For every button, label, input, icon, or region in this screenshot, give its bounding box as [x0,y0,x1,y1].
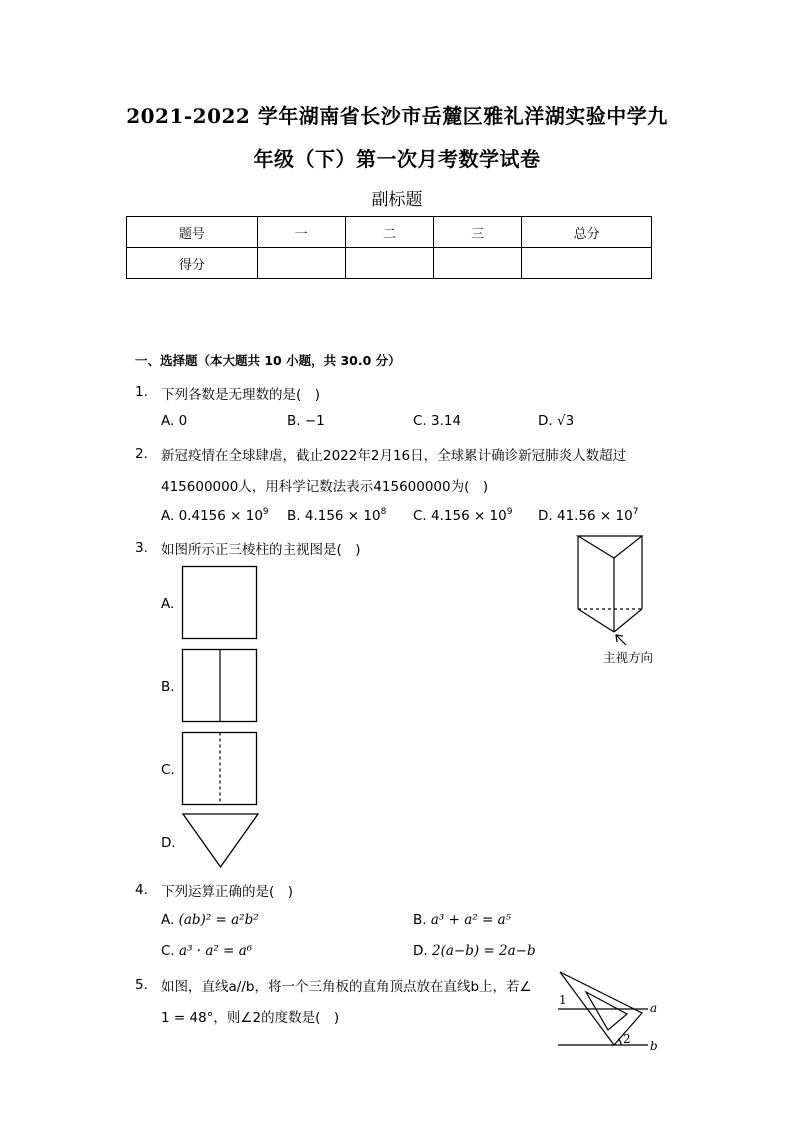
option-value: a³ · a² = a⁶ [179,943,253,959]
option-c[interactable] [413,413,461,429]
option-exponent: 8 [380,507,387,517]
option-letter: A. [161,912,175,928]
figure-caption: 主视方向 [603,650,654,665]
section-heading: 一、选择题（本大题共 10 小题，共 30.0 分） [135,353,401,368]
option-letter-b[interactable]: B. [161,679,175,695]
option-d[interactable] [413,943,536,959]
page-subtitle: 副标题 [371,190,423,210]
option-b[interactable] [287,413,325,429]
prism-figure [570,528,670,668]
option-letter: D. [413,943,428,959]
option-value: 2(a−b) = 2a−b [431,943,536,959]
option-value: a³ + a² = a⁵ [430,912,512,928]
option-exponent: 9 [262,507,269,517]
option-exponent: 7 [632,507,639,517]
option-c[interactable] [161,943,252,959]
score-header-cell: 总分 [522,217,652,248]
option-a-square-figure[interactable] [181,565,259,641]
option-letter-a[interactable]: A. [161,596,175,612]
option-value: −1 [304,413,325,429]
score-header-cell: 题号 [127,217,258,248]
option-d-triangle-figure[interactable] [181,812,261,870]
option-a[interactable] [161,507,269,524]
option-value: 0.4156 × 10 [178,508,263,524]
option-d[interactable] [538,413,574,429]
question-text: 如图，直线a//b，将一个三角板的直角顶点放在直线b上，若∠ [161,979,532,995]
option-a[interactable] [161,912,259,928]
line-b-label: b [650,1039,658,1053]
option-b-split-rectangle-figure[interactable] [181,648,259,724]
question-number: 4. [135,882,148,898]
question-text: 如图所示正三棱柱的主视图是( ) [161,542,361,558]
score-cell[interactable] [257,248,345,279]
option-letter: A. [161,413,175,429]
question-text: 下列运算正确的是( ) [161,884,294,900]
option-letter: C. [413,508,427,524]
page-title-line1: 2021-2022 学年湖南省长沙市岳麓区雅礼洋湖实验中学九 [126,104,668,128]
score-header-cell: 三 [434,217,522,248]
option-d[interactable] [538,507,638,524]
option-value: (ab)² = a²b² [178,912,259,928]
option-b[interactable] [287,507,386,524]
question-text: 下列各数是无理数的是( ) [161,387,321,403]
option-c[interactable] [413,507,512,524]
option-b[interactable] [413,912,511,928]
score-table-header-row [127,217,652,248]
option-a[interactable] [161,413,187,429]
question-number: 3. [135,540,148,556]
option-value: 4.156 × 10 [431,508,507,524]
option-value: 4.156 × 10 [304,508,381,524]
question-text: 新冠疫情在全球肆虐，截止2022年2月16日，全球累计确诊新冠肺炎人数超过 [161,448,627,464]
angle-1-label: 1 [559,993,567,1007]
option-letter-c[interactable]: C. [161,762,175,778]
line-a-label: a [650,1001,658,1015]
option-exponent: 9 [506,507,513,517]
parallel-lines-triangle-figure [552,964,664,1056]
option-letter: B. [287,413,301,429]
option-letter: B. [287,508,301,524]
question-number: 5. [135,977,148,993]
score-table [126,216,652,279]
question-text: 1 = 48°，则∠2的度数是( ) [161,1010,340,1026]
option-letter: D. [538,508,553,524]
angle-2-label: 2 [623,1032,631,1046]
score-header-cell: 一 [257,217,345,248]
page-title-line2: 年级（下）第一次月考数学试卷 [253,147,541,171]
score-header-cell: 二 [345,217,434,248]
score-row-label: 得分 [127,248,258,279]
option-c-dashed-rectangle-figure[interactable] [181,731,259,807]
option-letter: C. [413,413,427,429]
option-letter-d[interactable]: D. [161,835,176,851]
option-value: 0 [178,413,188,429]
option-value: √3 [556,413,575,429]
score-cell[interactable] [345,248,434,279]
score-table-score-row [127,248,652,279]
question-text: 415600000人，用科学记数法表示415600000为( ) [161,479,489,495]
option-letter: B. [413,912,427,928]
option-value: 3.14 [431,413,462,429]
option-letter: D. [538,413,553,429]
option-letter: A. [161,508,175,524]
option-value: 41.56 × 10 [556,508,633,524]
question-number: 2. [135,446,148,462]
option-letter: C. [161,943,175,959]
question-number: 1. [135,384,148,400]
score-cell[interactable] [522,248,652,279]
score-cell[interactable] [434,248,522,279]
